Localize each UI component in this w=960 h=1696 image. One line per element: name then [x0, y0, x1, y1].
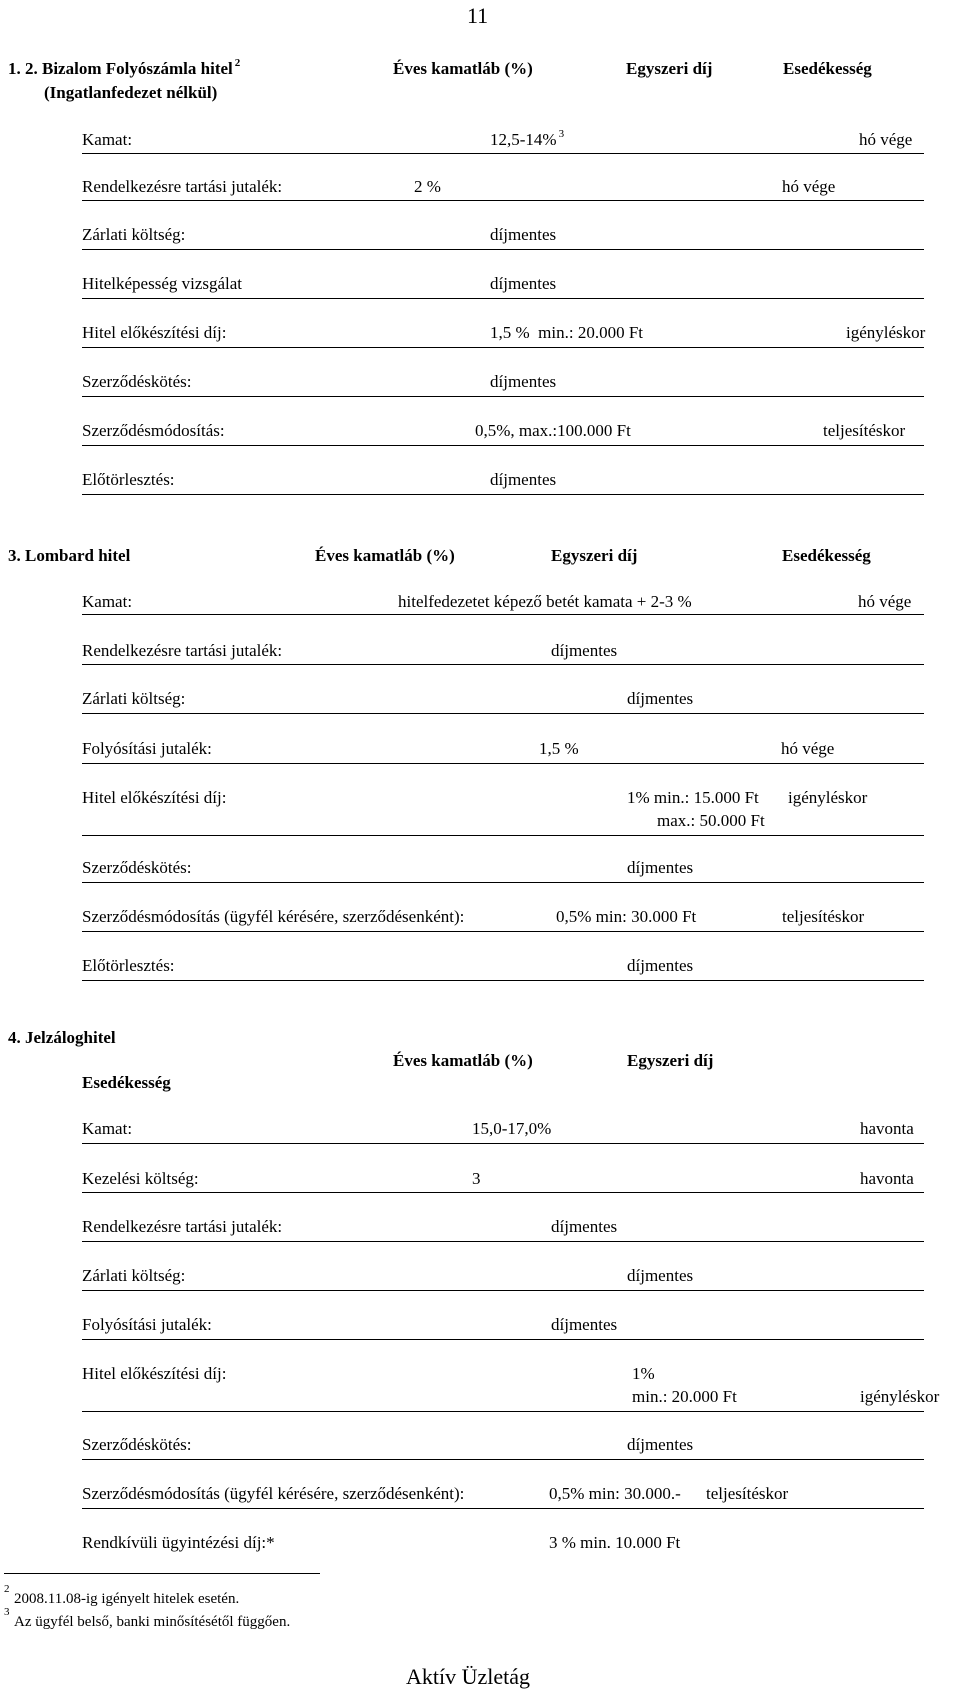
row-label: Folyósítási jutalék: [82, 739, 212, 758]
section-title-jelzalog: 4. Jelzáloghitel [8, 1028, 116, 1047]
row-divider [82, 1411, 924, 1412]
row-value-line2: max.: 50.000 Ft [657, 811, 765, 830]
row-divider [82, 249, 924, 250]
row-divider [82, 347, 924, 348]
row-label: Kamat: [82, 1119, 133, 1138]
row-value: díjmentes [490, 225, 557, 244]
row-divider [82, 1143, 924, 1144]
row-due: teljesítéskor [823, 421, 906, 440]
page-footer: Aktív Üzletág [406, 1664, 531, 1689]
row-value: 15,0-17,0% [472, 1119, 552, 1138]
row-label: Zárlati költség: [82, 1266, 186, 1285]
row-label: Előtörlesztés: [82, 470, 175, 489]
row-label: Szerződéskötés: [82, 858, 192, 877]
row-due: hó vége [859, 130, 913, 149]
row-divider [82, 445, 924, 446]
row-value: díjmentes [627, 956, 694, 975]
row-divider [82, 1508, 924, 1509]
row-value: díjmentes [627, 1435, 694, 1454]
footnote-ref: 2 [234, 57, 241, 69]
header-fee: Egyszeri díj [627, 1051, 714, 1070]
page-number: 11 [467, 3, 489, 28]
row-label: Zárlati költség: [82, 689, 186, 708]
row-label: Kamat: [82, 592, 133, 611]
row-value: 3 % min. 10.000 Ft [549, 1533, 681, 1552]
row-value: díjmentes [627, 1266, 694, 1285]
row-divider [82, 980, 924, 981]
row-due: havonta [860, 1169, 914, 1188]
row-due: igényléskor [788, 788, 868, 807]
row-value: 3 [472, 1169, 481, 1188]
row-due: igényléskor [846, 323, 926, 342]
row-label: Kezelési költség: [82, 1169, 199, 1188]
row-value-line2: min.: 20.000 Ft [632, 1387, 737, 1406]
row-divider [82, 396, 924, 397]
row-value: díjmentes [627, 858, 694, 877]
header-rate: Éves kamatláb (%) [393, 59, 533, 78]
row-divider [82, 153, 924, 154]
row-divider [82, 1339, 924, 1340]
row-divider [82, 1192, 924, 1193]
row-due: hó vége [858, 592, 912, 611]
row-divider [82, 882, 924, 883]
row-value: díjmentes [551, 1315, 618, 1334]
row-due: teljesítéskor [706, 1484, 789, 1503]
row-label: Szerződéskötés: [82, 1435, 192, 1454]
row-label: Előtörlesztés: [82, 956, 175, 975]
row-value: 1,5 % [539, 739, 579, 758]
row-value: díjmentes [490, 274, 557, 293]
section-title-bizalom [8, 57, 241, 78]
row-value: 0,5% min: 30.000 Ft [556, 907, 697, 926]
row-divider [82, 1459, 924, 1460]
row-label: Rendelkezésre tartási jutalék: [82, 177, 283, 196]
row-label: Folyósítási jutalék: [82, 1315, 212, 1334]
row-value [490, 128, 565, 149]
header-due: Esedékesség [783, 59, 872, 78]
row-label: Hitel előkészítési díj: [82, 323, 227, 342]
row-label: Szerződéskötés: [82, 372, 192, 391]
footnote-divider [4, 1573, 320, 1574]
row-label: Rendkívüli ügyintézési díj:* [82, 1533, 275, 1552]
footnote-text: Az ügyfél belső, banki minősítésétől függően. [14, 1614, 291, 1630]
row-value: díjmentes [490, 372, 557, 391]
section-title-text: 1. 2. Bizalom Folyószámla hitel [8, 59, 233, 78]
row-divider [82, 664, 924, 665]
footnote-number: 2 [4, 1583, 10, 1595]
header-rate: Éves kamatláb (%) [393, 1051, 533, 1070]
footnote-number: 3 [4, 1606, 10, 1618]
row-label: Zárlati költség: [82, 225, 186, 244]
section-title-lombard: 3. Lombard hitel [8, 546, 131, 565]
row-value: 0,5%, max.:100.000 Ft [475, 421, 631, 440]
row-label: Hitel előkészítési díj: [82, 1364, 227, 1383]
row-due: havonta [860, 1119, 914, 1138]
row-due: igényléskor [860, 1387, 940, 1406]
row-due: hó vége [781, 739, 835, 758]
row-due: hó vége [782, 177, 836, 196]
row-value-text: 12,5-14% [490, 130, 557, 149]
row-value: díjmentes [551, 641, 618, 660]
row-label: Szerződésmódosítás: [82, 421, 225, 440]
row-divider [82, 298, 924, 299]
row-label: Rendelkezésre tartási jutalék: [82, 641, 283, 660]
row-value: díjmentes [627, 689, 694, 708]
header-rate: Éves kamatláb (%) [315, 546, 455, 565]
header-fee: Egyszeri díj [551, 546, 638, 565]
header-due: Esedékesség [782, 546, 871, 565]
row-due: teljesítéskor [782, 907, 865, 926]
section-subtitle: (Ingatlanfedezet nélkül) [44, 83, 218, 102]
row-value: díjmentes [551, 1217, 618, 1236]
row-label: Szerződésmódosítás (ügyfél kérésére, szerződésenként): [82, 907, 465, 926]
header-due: Esedékesség [82, 1073, 171, 1092]
row-label: Kamat: [82, 130, 133, 149]
row-divider [82, 494, 924, 495]
row-divider [82, 763, 924, 764]
row-label: Rendelkezésre tartási jutalék: [82, 1217, 283, 1236]
row-divider [82, 1241, 924, 1242]
row-label: Szerződésmódosítás (ügyfél kérésére, szerződésenként): [82, 1484, 465, 1503]
row-value: díjmentes [490, 470, 557, 489]
row-value: 0,5% min: 30.000.- [549, 1484, 681, 1503]
row-divider [82, 713, 924, 714]
header-fee: Egyszeri díj [626, 59, 713, 78]
row-value: 1,5 % min.: 20.000 Ft [490, 323, 644, 342]
row-divider [82, 931, 924, 932]
row-divider [82, 614, 924, 615]
row-label: Hitel előkészítési díj: [82, 788, 227, 807]
footnote-ref: 3 [558, 128, 565, 140]
row-value: 2 % [414, 177, 441, 196]
row-value: 1% min.: 15.000 Ft [627, 788, 759, 807]
row-value: hitelfedezetet képező betét kamata + 2-3 % [398, 592, 692, 611]
row-label: Hitelképesség vizsgálat [82, 274, 243, 293]
row-divider [82, 200, 924, 201]
row-divider [82, 1290, 924, 1291]
row-divider [82, 835, 924, 836]
footnote-text: 2008.11.08-ig igényelt hitelek esetén. [14, 1591, 240, 1607]
row-value: 1% [632, 1364, 655, 1383]
